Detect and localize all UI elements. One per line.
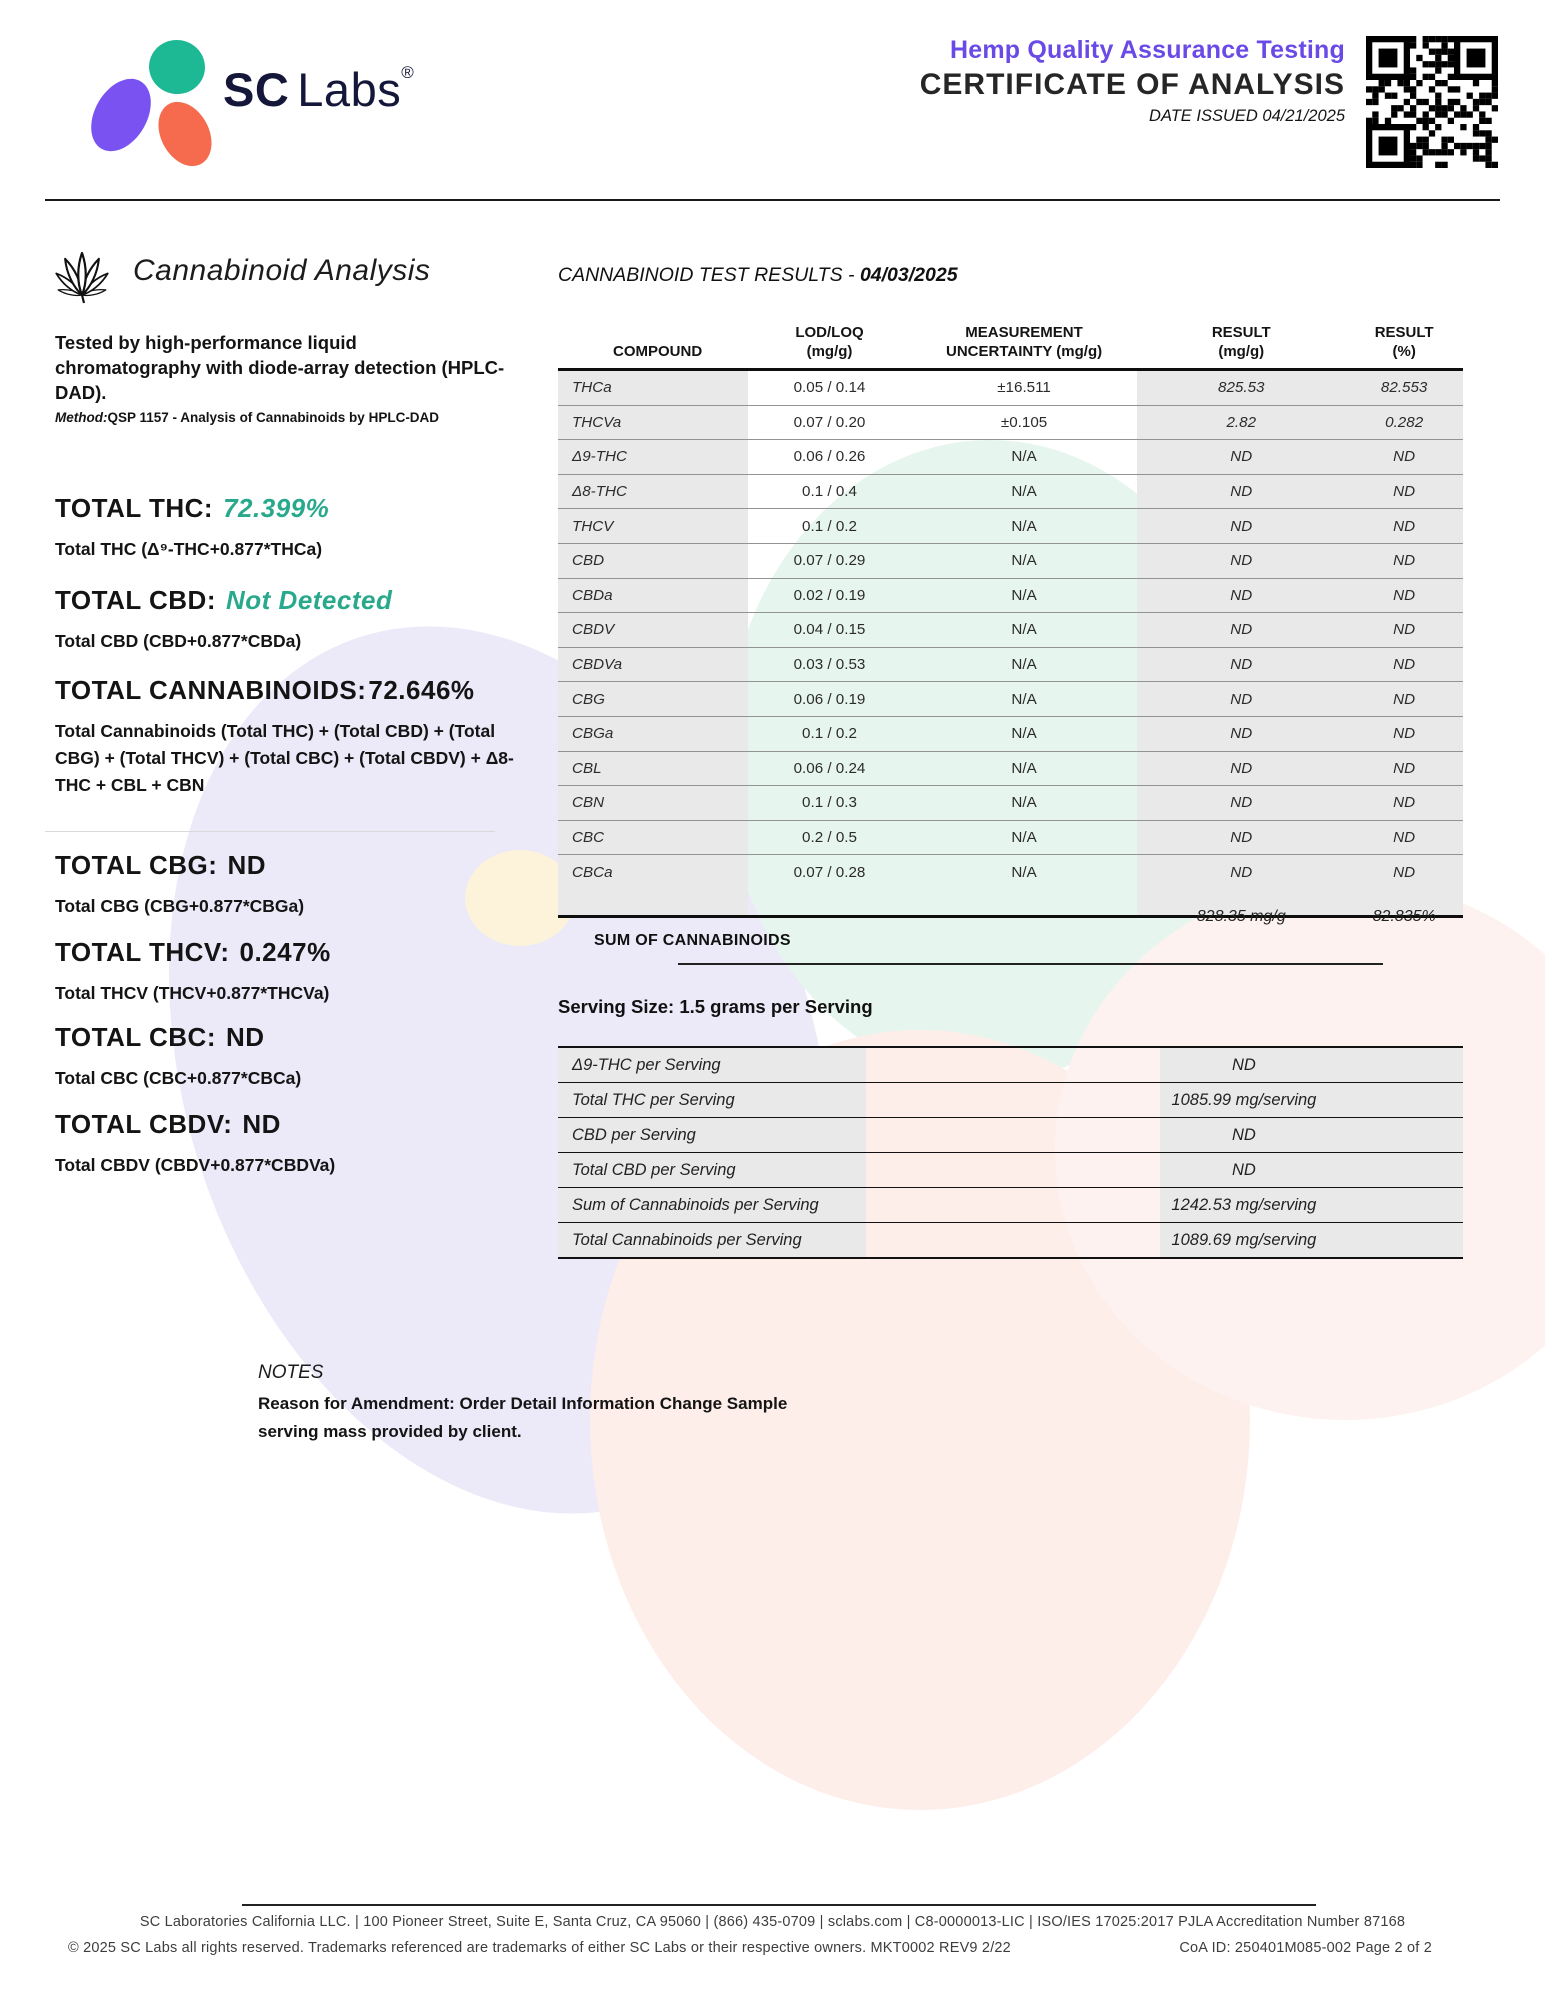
notes-section bbox=[258, 1362, 843, 1446]
serving-row: CBD per Serving ND bbox=[558, 1118, 1463, 1153]
total-cbd-value: Not Detected bbox=[226, 585, 393, 615]
table-row: THCa 0.05 / 0.14 ±16.511 825.53 82.553 bbox=[558, 371, 1463, 406]
footer-address-line: SC Laboratories California LLC. | 100 Pioneer Street, Suite E, Santa Cruz, CA 95060 | (866) 435-0709 | sclabs.com | C8-0000013-LIC | ISO/IES 17025:2017 PJLA Accreditation Number 87168 bbox=[139, 1914, 1406, 1930]
table-row: THCVa 0.07 / 0.20 ±0.105 2.82 0.282 bbox=[558, 406, 1463, 441]
total-thcv-formula: Total THCV (THCV+0.877*THCVa) bbox=[55, 983, 330, 1003]
total-cannabinoids-value: 72.646% bbox=[368, 675, 475, 705]
total-cbg-block bbox=[55, 850, 525, 920]
total-cbdv-heading: TOTAL CBDV: ND bbox=[55, 1109, 281, 1139]
total-cbd-block bbox=[55, 585, 525, 655]
cannabinoid-results-table bbox=[558, 303, 1463, 965]
serving-size-heading: Serving Size: 1.5 grams per Serving bbox=[558, 996, 873, 1017]
cannabinoid-analysis-header bbox=[45, 238, 430, 304]
date-issued: DATE ISSUED 04/21/2025 bbox=[1149, 107, 1345, 125]
footer-legal-line bbox=[68, 1940, 1432, 1956]
table-row: CBL 0.06 / 0.24 N/A ND ND bbox=[558, 752, 1463, 787]
serving-row: Total Cannabinoids per Serving 1089.69 mg/serving bbox=[558, 1223, 1463, 1257]
table-row: CBDa 0.02 / 0.19 N/A ND ND bbox=[558, 579, 1463, 614]
notes-heading: NOTES bbox=[258, 1362, 324, 1383]
total-cbg-formula: Total CBG (CBG+0.877*CBGa) bbox=[55, 896, 305, 916]
total-thc-value: 72.399% bbox=[223, 493, 330, 523]
serving-table bbox=[558, 1046, 1463, 1259]
section-title: Cannabinoid Analysis bbox=[133, 254, 431, 287]
total-cbd-heading: TOTAL CBD: Not Detected bbox=[55, 585, 393, 615]
total-cannabinoids-block bbox=[55, 675, 525, 799]
total-cbd-formula: Total CBD (CBD+0.877*CBDa) bbox=[55, 631, 302, 651]
serving-row: Δ9-THC per Serving ND bbox=[558, 1048, 1463, 1083]
header-title-block bbox=[585, 36, 1345, 126]
total-cannabinoids-heading: TOTAL CANNABINOIDS:72.646% bbox=[55, 675, 475, 705]
total-thc-block bbox=[55, 493, 525, 563]
results-table-header bbox=[558, 303, 1463, 371]
col-result-mg: RESULT (mg/g) bbox=[1211, 324, 1271, 360]
total-cbdv-formula: Total CBDV (CBDV+0.877*CBDVa) bbox=[55, 1155, 336, 1175]
method-value: QSP 1157 - Analysis of Cannabinoids by HPLC-DAD bbox=[107, 410, 440, 425]
total-thcv-value: 0.247% bbox=[239, 937, 331, 967]
results-date: 04/03/2025 bbox=[859, 264, 958, 286]
sum-of-cannabinoids-label: SUM OF CANNABINOIDS bbox=[594, 931, 791, 949]
header-divider bbox=[45, 199, 1500, 201]
brand-labs: Labs bbox=[297, 63, 402, 116]
total-cbdv-value: ND bbox=[242, 1109, 281, 1139]
total-cbc-block bbox=[55, 1022, 525, 1092]
notes-body: Reason for Amendment: Order Detail Information Change Sample serving mass provided by client. bbox=[258, 1394, 788, 1441]
cannabis-leaf-icon bbox=[45, 238, 119, 304]
total-cbg-value: ND bbox=[227, 850, 266, 880]
total-cbc-heading: TOTAL CBC: ND bbox=[55, 1022, 265, 1052]
logo-blob-orange-icon bbox=[148, 93, 222, 176]
left-column-divider bbox=[45, 831, 495, 832]
logo-blob-purple-icon bbox=[79, 68, 163, 162]
results-heading: CANNABINOID TEST RESULTS - 04/03/2025 bbox=[558, 264, 958, 286]
footer-coa-id: CoA ID: 250401M085-002 Page 2 of 2 bbox=[1179, 1940, 1432, 1956]
table-row: CBN 0.1 / 0.3 N/A ND ND bbox=[558, 786, 1463, 821]
logo-blob-teal-icon bbox=[145, 36, 210, 99]
table-row: Δ8-THC 0.1 / 0.4 N/A ND ND bbox=[558, 475, 1463, 510]
total-thc-heading: TOTAL THC: 72.399% bbox=[55, 493, 330, 523]
col-lodloq: LOD/LOQ (mg/g) bbox=[795, 324, 864, 360]
total-cbdv-block bbox=[55, 1109, 525, 1179]
col-compound: COMPOUND bbox=[613, 343, 703, 360]
brand-sc: SC bbox=[223, 63, 290, 116]
table-row: CBD 0.07 / 0.29 N/A ND ND bbox=[558, 544, 1463, 579]
serving-row: Sum of Cannabinoids per Serving 1242.53 mg/serving bbox=[558, 1188, 1463, 1223]
sum-underline bbox=[678, 963, 1383, 965]
method-line bbox=[55, 410, 439, 425]
method-label: Method: bbox=[55, 410, 108, 425]
col-result-pct: RESULT (%) bbox=[1374, 324, 1434, 360]
table-row: Δ9-THC 0.06 / 0.26 N/A ND ND bbox=[558, 440, 1463, 475]
certificate-title: CERTIFICATE OF ANALYSIS bbox=[919, 68, 1345, 101]
sum-values bbox=[558, 904, 1463, 930]
total-cbg-heading: TOTAL CBG: ND bbox=[55, 850, 266, 880]
program-title: Hemp Quality Assurance Testing bbox=[950, 36, 1345, 64]
col-uncertainty: MEASUREMENT UNCERTAINTY (mg/g) bbox=[946, 324, 1103, 360]
footer-divider bbox=[242, 1904, 1316, 1906]
brand-wordmark bbox=[223, 62, 414, 117]
total-cannabinoids-formula: Total Cannabinoids (Total THC) + (Total CBD) + (Total CBG) + (Total THCV) + (Total CBC) + (Total CBDV) + Δ8-THC + CBL + CBN bbox=[55, 721, 514, 795]
total-cbc-formula: Total CBC (CBC+0.877*CBCa) bbox=[55, 1068, 302, 1088]
table-row: THCV 0.1 / 0.2 N/A ND ND bbox=[558, 509, 1463, 544]
total-thc-formula: Total THC (Δ⁹-THC+0.877*THCa) bbox=[55, 539, 323, 559]
sum-pct: 82.835% bbox=[1372, 907, 1436, 925]
table-row: CBGa 0.1 / 0.2 N/A ND ND bbox=[558, 717, 1463, 752]
qr-code bbox=[1366, 36, 1498, 168]
table-row: CBDV 0.04 / 0.15 N/A ND ND bbox=[558, 613, 1463, 648]
serving-row: Total THC per Serving 1085.99 mg/serving bbox=[558, 1083, 1463, 1118]
registered-mark: ® bbox=[401, 63, 415, 82]
total-thcv-block bbox=[55, 937, 525, 1007]
total-thcv-heading: TOTAL THCV: 0.247% bbox=[55, 937, 331, 967]
tested-by-text: Tested by high-performance liquid chromatography with diode-array detection (HPLC-DAD). bbox=[55, 332, 505, 403]
table-row: CBCa 0.07 / 0.28 N/A ND ND bbox=[558, 855, 1463, 889]
footer-copyright: © 2025 SC Labs all rights reserved. Trademarks referenced are trademarks of either SC Labs or their respective owners. MKT0002 REV9 2/22 bbox=[68, 1940, 1011, 1956]
table-row: CBDVa 0.03 / 0.53 N/A ND ND bbox=[558, 648, 1463, 683]
sc-labs-logo bbox=[95, 40, 515, 150]
total-cbc-value: ND bbox=[226, 1022, 265, 1052]
serving-row: Total CBD per Serving ND bbox=[558, 1153, 1463, 1188]
table-row: CBG 0.06 / 0.19 N/A ND ND bbox=[558, 682, 1463, 717]
table-row: CBC 0.2 / 0.5 N/A ND ND bbox=[558, 821, 1463, 856]
sum-mg: 828.35 mg/g bbox=[1196, 907, 1286, 925]
